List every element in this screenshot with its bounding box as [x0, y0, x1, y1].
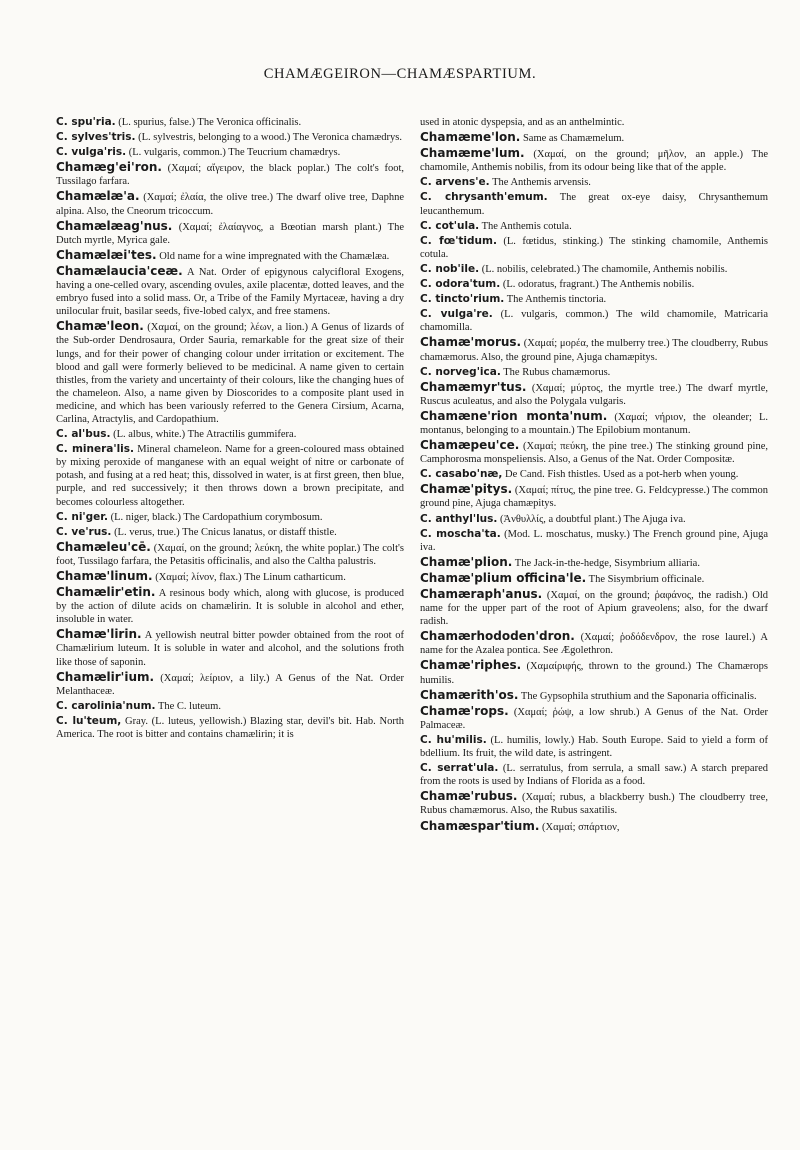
- entry-headword: C. odora'tum.: [420, 278, 501, 291]
- dictionary-entry: [420, 689, 768, 703]
- entry-definition: (Χαμαίριφής, thrown to the ground.) The Chamærops humilis.: [420, 661, 768, 686]
- entry-headword: Chamæpeu'ce.: [420, 438, 520, 453]
- dictionary-entry: [420, 278, 768, 291]
- entry-definition: The Sisymbrium officinale.: [586, 573, 705, 585]
- entry-definition: (L. vulgaris, common.) The wild chamomile, Matricaria chamomilla.: [420, 309, 769, 334]
- entry-definition: (Χαμαί; αἴγειρον, the black poplar.) The colt's foot, Tussilago farfara.: [56, 163, 404, 188]
- entry-headword: C. sylves'tris.: [56, 131, 136, 144]
- entry-definition: (L. vulgaris, common.) The Teucrium chamædrys.: [126, 147, 341, 159]
- entry-headword: C. serrat'ula.: [420, 762, 499, 775]
- entry-headword: Chamærhododen'dron.: [420, 629, 575, 644]
- entry-definition: The Anthemis arvensis.: [489, 177, 591, 189]
- dictionary-entry: [420, 820, 768, 834]
- entry-headword: C. moscha'ta.: [420, 527, 501, 540]
- entry-headword: C. tincto'rium.: [420, 293, 505, 306]
- entry-definition: (L. odoratus, fragrant.) The Anthemis nobilis.: [500, 279, 695, 291]
- entry-headword: C. ni'ger.: [56, 510, 108, 523]
- entry-definition: (L. niger, black.) The Cardopathium corymbosum.: [107, 511, 323, 523]
- entry-headword: Chamærith'os.: [420, 687, 519, 702]
- entry-headword: Chamæ'plium officina'le.: [420, 570, 587, 585]
- entry-definition: (Χαμαί, on the ground; λέων, a lion.) A Genus of lizards of the Sub-order Dendrosaura, Order Sauria, remarkable for the great size of their lungs, and for their power of changing colour under irritation or excitement. The blood and gall were formerly believed to be medicinal. A name given to certain thistles, from the variety and uncertainty of their colours, like the changing hues of the chameleon. Also, a name given by Dioscorides to a composite plant used in medicine, and which has been variously referred to the Genera Cirsium, Acarna, Carlina, Atractylis, and Cardopathium.: [56, 322, 404, 425]
- entry-definition: (Χαμαί; νήριον, the oleander; L. montanus, belonging to a mountain.) The Epilobium montanum.: [420, 411, 768, 436]
- dictionary-entry: [420, 220, 768, 233]
- entry-headword: C. chrysanth'emum.: [420, 191, 548, 204]
- dictionary-entry: [56, 526, 404, 539]
- dictionary-entry: [56, 570, 404, 584]
- dictionary-entry: [56, 220, 404, 247]
- entry-headword: Chamælæ'a.: [56, 189, 140, 204]
- right-column: [420, 116, 768, 836]
- entry-headword: Chamæ'leon.: [56, 319, 144, 334]
- dictionary-entry: [420, 235, 768, 261]
- dictionary-entry: [56, 671, 404, 698]
- dictionary-entry: [56, 131, 404, 144]
- entry-headword: Chamæspar'tium.: [420, 818, 540, 833]
- dictionary-entry: [420, 659, 768, 686]
- dictionary-entry: [420, 630, 768, 657]
- entry-headword: Chamæraph'anus.: [420, 587, 543, 601]
- entry-headword: C. anthyl'lus.: [420, 512, 498, 525]
- entry-headword: Chamæ'pitys.: [420, 482, 513, 497]
- entry-definition: (L. serratulus, from serrula, a small saw.) A starch prepared from the roots is used by Indians of Florida as a food.: [420, 763, 769, 788]
- entry-definition: (Χαμαί, on the ground; μῆλον, an apple.) The chamomile, Anthemis nobilis, from its odour being like that of the apple.: [420, 149, 768, 174]
- entry-headword: C. vulga'ris.: [56, 146, 127, 159]
- entry-definition: (L. fœtidus, stinking.) The stinking chamomile, Anthemis cotula.: [420, 235, 768, 260]
- entry-headword: C. arvens'e.: [420, 176, 490, 189]
- entry-definition: (Ἀνθυλλίς, a doubtful plant.) The Ajuga iva.: [497, 513, 686, 525]
- entry-headword: Chamæ'rops.: [420, 703, 509, 718]
- entry-definition: The Anthemis tinctoria.: [504, 294, 607, 306]
- entry-definition: (Χαμαί; μύρτος, the myrtle tree.) The dwarf myrtle, Ruscus aculeatus, and also the Polygala vulgaris.: [420, 382, 768, 407]
- dictionary-entry: [420, 556, 768, 570]
- entry-definition: (L. humilis, lowly.) Hab. South Europe. Said to yield a form of bdellium. Its fruit, the wild date, is astringent.: [420, 734, 768, 760]
- left-column: [56, 116, 404, 743]
- entry-definition: (Χαμαί, on the ground; ῥαφάνος, the radish.) Old name for the upper part of the root of Apium graveolens; also, for the dwarf radish.: [420, 590, 768, 628]
- entry-definition: Same as Chamæmelum.: [520, 133, 625, 145]
- dictionary-entry: [420, 439, 768, 466]
- entry-headword: C. spu'ria.: [56, 116, 116, 128]
- dictionary-entry: [420, 263, 768, 276]
- dictionary-entry: [420, 176, 768, 189]
- entry-headword: C. hu'milis.: [420, 733, 487, 746]
- entry-headword: Chamælir'etin.: [56, 585, 156, 600]
- entry-definition: (Χαμαί; ῥώψ, a low shrub.) A Genus of the Nat. Order Palmaceæ.: [420, 706, 768, 731]
- entry-headword: Chamælir'ium.: [56, 669, 155, 684]
- entry-headword: Chamæne'rion monta'num.: [420, 408, 608, 423]
- entry-definition: (Χαμαί; σπάρτιον,: [539, 821, 620, 833]
- entry-definition: A Nat. Order of epigynous calycifloral Exogens, having a one-celled ovary, ascending ovules, axile placentæ, dotted leaves, and the embryo fused into a solid mass. Or, a Tribe of the Family Myrtaceæ, having a dry unilocular fruit, basilar seeds, five-lobed calyx, and free stamens.: [56, 266, 404, 318]
- entry-definition: The Anthemis cotula.: [479, 220, 572, 232]
- entry-definition: Mineral chameleon. Name for a green-coloured mass obtained by mixing peroxide of manganese with an equal weight of nitre or carbonate of potash, and fusing at a red heat; this, dissolved in water, is at first green, then blue, purple, and red successively; it then throws down a brown precipitate, and becomes colourless altogether.: [56, 444, 404, 508]
- dictionary-entry: [420, 572, 768, 586]
- dictionary-entry: [56, 249, 404, 263]
- dictionary-entry: [420, 734, 768, 760]
- entry-headword: C. al'bus.: [56, 428, 111, 441]
- dictionary-entry: [420, 191, 768, 217]
- entry-definition: (L. albus, white.) The Atractilis gummifera.: [110, 429, 297, 441]
- entry-headword: C. casabo'næ,: [420, 468, 503, 481]
- entry-definition: The Rubus chamæmorus.: [500, 366, 611, 378]
- dictionary-entry: [56, 511, 404, 524]
- entry-headword: Chamæ'rubus.: [420, 789, 518, 804]
- dictionary-entry: [56, 161, 404, 188]
- dictionary-entry: [420, 131, 768, 145]
- dictionary-entry: [56, 116, 404, 129]
- entry-definition: (Χαμαί; πίτυς, the pine tree. G. Feldcypresse.) The common ground pine, Ajuga chamæpitys.: [420, 485, 768, 510]
- entry-headword: C. minera'lis.: [56, 443, 135, 456]
- entry-definition: De Cand. Fish thistles. Used as a pot-herb when young.: [502, 469, 739, 481]
- dictionary-entry: [420, 336, 768, 363]
- dictionary-entry: [420, 381, 768, 408]
- entry-definition: (L. sylvestris, belonging to a wood.) The Veronica chamædrys.: [135, 132, 402, 144]
- dictionary-entry: [56, 541, 404, 568]
- dictionary-entry: [420, 293, 768, 306]
- entry-headword: Chamælæi'tes.: [56, 247, 157, 262]
- entry-headword: C. vulga're.: [420, 308, 493, 321]
- entry-headword: C. ve'rus.: [56, 525, 112, 538]
- dictionary-entry: [56, 320, 404, 426]
- entry-definition: Gray. (L. luteus, yellowish.) Blazing star, devil's bit. Hab. North America. The root is bitter and contains chamælirin; it is: [56, 715, 405, 741]
- entry-headword: Chamæ'riphes.: [420, 658, 522, 673]
- entry-definition: (Χαμαί, on the ground; λεύκη, the white poplar.) The colt's foot, Tussilago farfara, the Petasitis officinalis, and also the Caltha palustris.: [56, 542, 404, 567]
- entry-headword: Chamæ'morus.: [420, 335, 522, 350]
- dictionary-entry: [56, 700, 404, 713]
- entry-definition: (Χαμαί; πεύκη, the pine tree.) The stinking ground pine, Camphorosma monspeliensis. Also, a Genus of the Nat. Order Compositæ.: [420, 441, 768, 466]
- entry-headword: C. norveg'ica.: [420, 365, 501, 378]
- entry-headword: Chamæleu'cē.: [56, 539, 151, 554]
- dictionary-entry: [56, 586, 404, 626]
- entry-definition: A yellowish neutral bitter powder obtained from the root of Chamælirium luteum. It is soluble in water and alcohol, and the solutions froth like those of saponin.: [56, 630, 404, 668]
- entry-definition: (Χαμαί; λείριον, a lily.) A Genus of the Nat. Order Melanthaceæ.: [56, 672, 404, 697]
- dictionary-entry: [56, 428, 404, 441]
- dictionary-entry: [420, 366, 768, 379]
- dictionary-entry: [56, 146, 404, 159]
- entry-headword: Chamæg'ei'ron.: [56, 160, 162, 175]
- dictionary-entry: [420, 116, 768, 129]
- entry-definition: (Mod. L. moschatus, musky.) The French ground pine, Ajuga iva.: [420, 528, 768, 553]
- dictionary-entry: [420, 762, 768, 788]
- entry-headword: Chamælaucia'ceæ.: [56, 263, 183, 278]
- entry-definition: (Χαμαί; μορέα, the mulberry tree.) The cloudberry, Rubus chamæmorus. Also, the ground pine, Ajuga chamæpitys.: [420, 338, 768, 363]
- dictionary-entry: [420, 513, 768, 526]
- entry-definition: (Χαμαί; ἐλαία, the olive tree.) The dwarf olive tree, Daphne alpina. Also, the Cneorum tricoccum.: [56, 192, 404, 217]
- dictionary-entry: [56, 715, 404, 741]
- dictionary-entry: [420, 483, 768, 510]
- dictionary-entry: [420, 308, 768, 334]
- entry-definition: A resinous body which, along with glucose, is produced by the action of dilute acids on chamælirin. It is soluble in alcohol and ether, insoluble in water.: [56, 588, 404, 626]
- entry-headword: C. fœ'tidum.: [420, 234, 497, 247]
- entry-definition: The Gypsophila struthium and the Saponaria officinalis.: [518, 690, 757, 702]
- dictionary-entry: [56, 265, 404, 318]
- entry-definition: (Χαμαί; λίνον, flax.) The Linum catharticum.: [152, 572, 346, 583]
- entry-headword: Chamæmyr'tus.: [420, 379, 527, 394]
- entry-definition: (Χαμαί; rubus, a blackberry bush.) The cloudberry tree, Rubus chamæmorus. Also, the Rubus saxatilis.: [420, 792, 768, 817]
- entry-headword: Chamæ'plion.: [420, 554, 513, 569]
- entry-headword: C. nob'ile.: [420, 262, 480, 275]
- entry-definition: Old name for a wine impregnated with the Chamælæa.: [156, 250, 390, 262]
- entry-definition: (L. verus, true.) The Cnicus lanatus, or distaff thistle.: [111, 526, 337, 538]
- entry-definition: The great ox-eye daisy, Chrysanthemum leucanthemum.: [420, 192, 769, 217]
- dictionary-entry: [56, 628, 404, 668]
- entry-headword: Chamælæag'nus.: [56, 218, 173, 233]
- dictionary-entry: [56, 443, 404, 508]
- entry-headword: Chamæ'lirin.: [56, 627, 142, 642]
- dictionary-entry: [420, 588, 768, 628]
- dictionary-entry: [420, 705, 768, 732]
- entry-headword: Chamæ'linum.: [56, 569, 153, 583]
- dictionary-entry: [420, 528, 768, 554]
- dictionary-entry: [420, 790, 768, 817]
- entry-definition: The C. luteum.: [155, 700, 221, 712]
- dictionary-entry: [420, 410, 768, 437]
- entry-headword: Chamæme'lon.: [420, 130, 521, 145]
- entry-definition: used in atonic dyspepsia, and as an anthelmintic.: [420, 117, 625, 128]
- entry-definition: (Χαμαί; ἐλαίαγνος, a Bœotian marsh plant.) The Dutch myrtle, Myrica gale.: [56, 221, 404, 246]
- dictionary-entry: [56, 190, 404, 217]
- entry-headword: C. cot'ula.: [420, 219, 480, 232]
- entry-headword: C. carolinia'num.: [56, 699, 156, 712]
- entry-headword: C. lu'teum,: [56, 714, 122, 727]
- entry-definition: The Jack-in-the-hedge, Sisymbrium alliaria.: [512, 557, 700, 569]
- dictionary-entry: [420, 468, 768, 481]
- dictionary-entry: [420, 147, 768, 174]
- entry-definition: (L. nobilis, celebrated.) The chamomile, Anthemis nobilis.: [479, 263, 728, 275]
- entry-definition: (L. spurius, false.) The Veronica officinalis.: [115, 117, 302, 128]
- entry-definition: (Χαμαί; ῥοδόδενδρον, the rose laurel.) A name for the Azalea pontica. See Ægolethron.: [420, 632, 768, 657]
- entry-headword: Chamæme'lum.: [420, 146, 525, 161]
- page-header: CHAMÆGEIRON—CHAMÆSPARTIUM.: [263, 66, 537, 82]
